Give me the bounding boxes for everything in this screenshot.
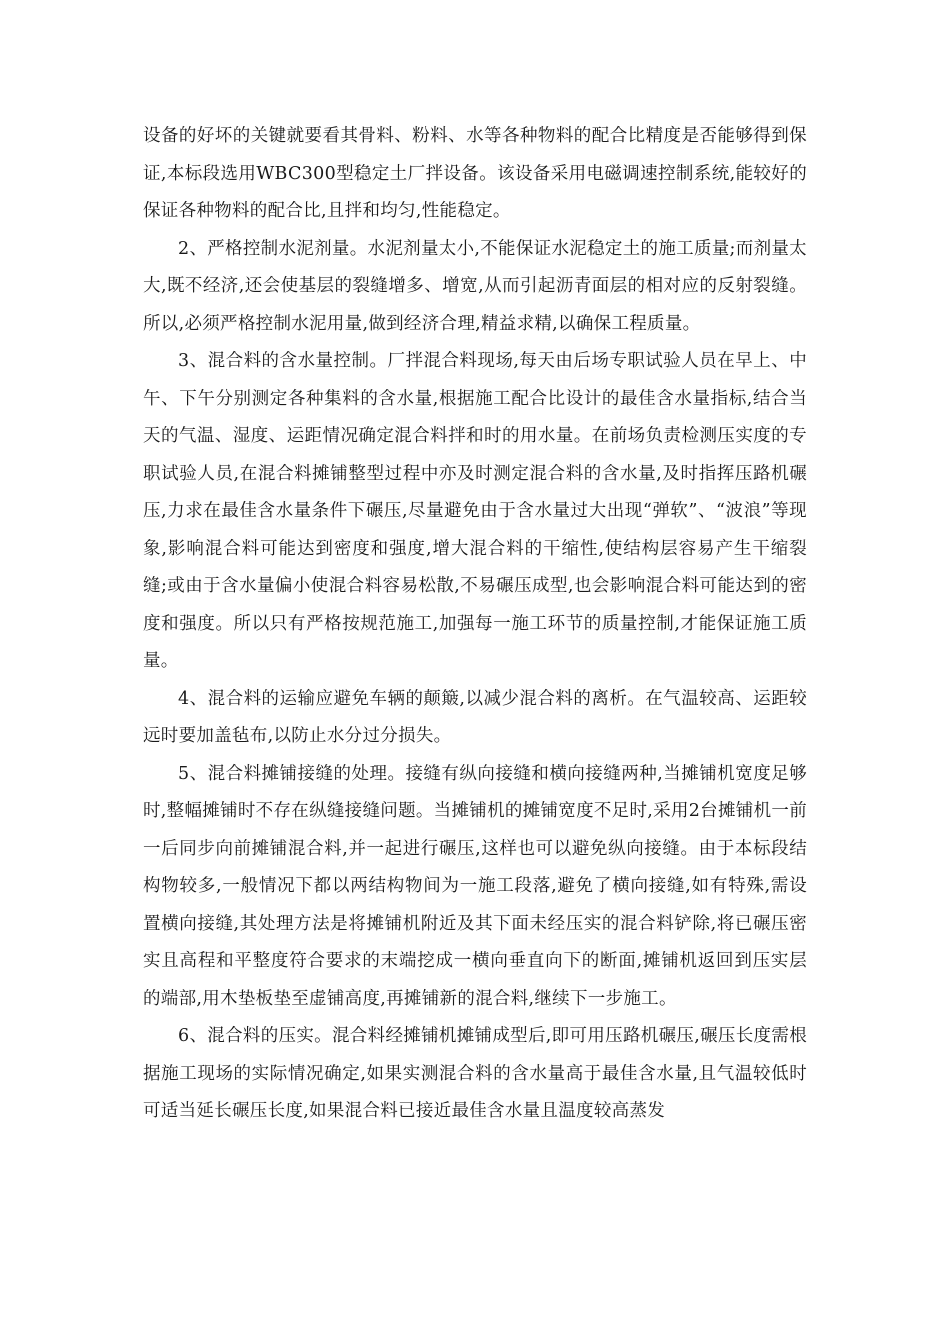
paragraph-3: 3、混合料的含水量控制。厂拌混合料现场,每天由后场专职试验人员在早上、中午、下午分别测定各种集料的含水量,根据施工配合比设计的最佳含水量指标,结合当天的气温、湿度、运距情况确定混合料拌和时的用水量。在前场负责检测压实度的专职试验人员,在混合料摊铺整型过程中亦及时测定混合料的含水量,及时指挥压路机碾压,力求在最佳含水量条件下碾压,尽量避免由于含水量过大出现“弹软”、“波浪”等现象,影响混合料可能达到密度和强度,增大混合料的干缩性,使结构层容易产生干缩裂缝;或由于含水量偏小使混合料容易松散,不易碾压成型,也会影响混合料可能达到的密度和强度。所以只有严格按规范施工,加强每一施工环节的质量控制,才能保证施工质量。 <box>143 351 807 671</box>
document-body <box>143 118 807 1131</box>
paragraph-1: 设备的好坏的关键就要看其骨料、粉料、水等各种物料的配合比精度是否能够得到保证,本标段选用WBC300型稳定土厂拌设备。该设备采用电磁调速控制系统,能较好的保证各种物料的配合比,且拌和均匀,性能稳定。 <box>143 126 807 221</box>
paragraph-2: 2、严格控制水泥剂量。水泥剂量太小,不能保证水泥稳定土的施工质量;而剂量太大,既不经济,还会使基层的裂缝增多、增宽,从而引起沥青面层的相对应的反射裂缝。所以,必须严格控制水泥用量,做到经济合理,精益求精,以确保工程质量。 <box>143 238 807 334</box>
paragraph-4: 4、混合料的运输应避免车辆的颠簸,以减少混合料的离析。在气温较高、运距较远时要加盖毡布,以防止水分过分损失。 <box>143 688 807 746</box>
paragraph-5: 5、混合料摊铺接缝的处理。接缝有纵向接缝和横向接缝两种,当摊铺机宽度足够时,整幅摊铺时不存在纵缝接缝问题。当摊铺机的摊铺宽度不足时,采用2台摊铺机一前一后同步向前摊铺混合料,并一起进行碾压,这样也可以避免纵向接缝。由于本标段结构物较多,一般情况下都以两结构物间为一施工段落,避免了横向接缝,如有特殊,需设置横向接缝,其处理方法是将摊铺机附近及其下面未经压实的混合料铲除,将已碾压密实且高程和平整度符合要求的末端挖成一横向垂直向下的断面,摊铺机返回到压实层的端部,用木垫板垫至虚铺高度,再摊铺新的混合料,继续下一步施工。 <box>143 763 807 1009</box>
paragraph-6: 6、混合料的压实。混合料经摊铺机摊铺成型后,即可用压路机碾压,碾压长度需根据施工现场的实际情况确定,如果实测混合料的含水量高于最佳含水量,且气温较低时可适当延长碾压长度,如果混合料已接近最佳含水量且温度较高蒸发 <box>143 1026 807 1121</box>
